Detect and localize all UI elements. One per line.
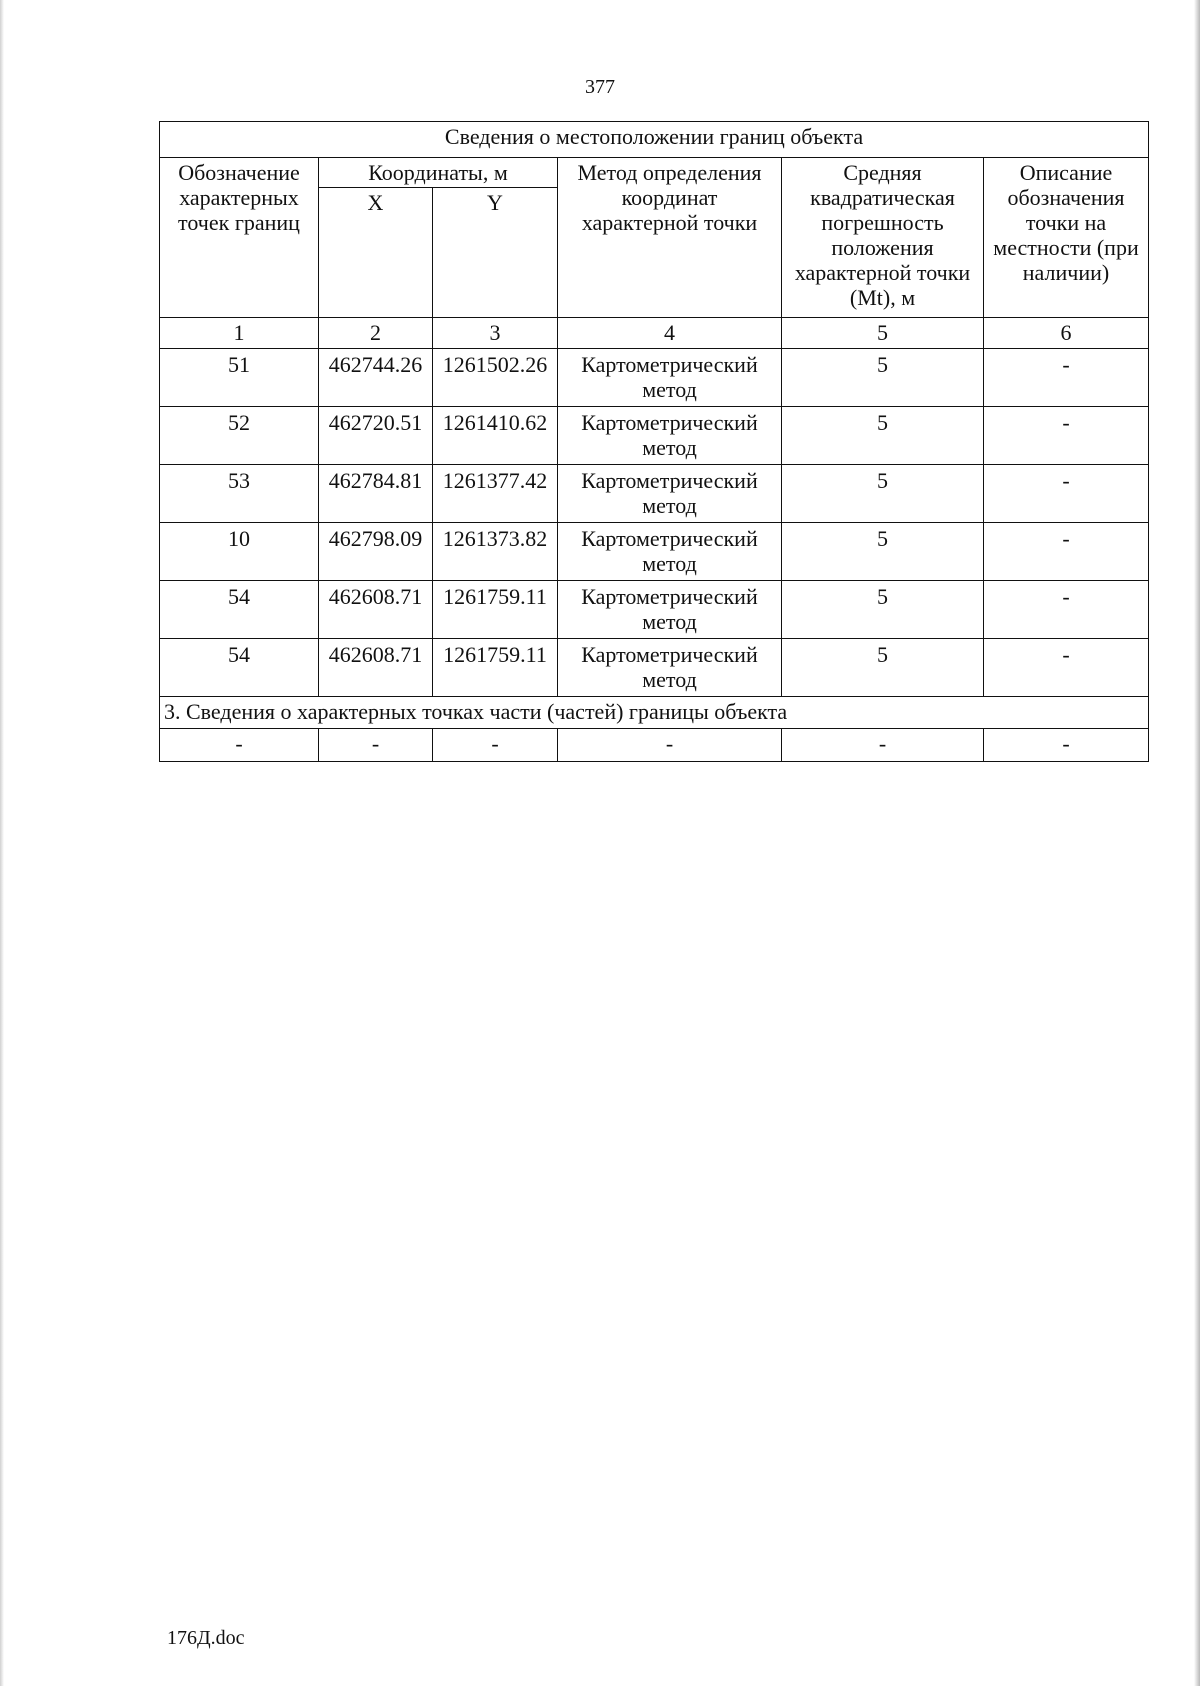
column-number: 1 — [160, 318, 319, 349]
page-number: 377 — [585, 76, 615, 98]
point-cell: 51 — [160, 349, 319, 407]
column-number: 4 — [558, 318, 782, 349]
x-cell: 462608.71 — [319, 581, 433, 639]
boundary-table — [159, 121, 1149, 762]
empty-cell: - — [160, 729, 319, 762]
column-number: 2 — [319, 318, 433, 349]
column-number: 5 — [782, 318, 984, 349]
x-cell: 462798.09 — [319, 523, 433, 581]
method-cell: Картометрический метод — [558, 639, 782, 697]
method-cell: Картометрический метод — [558, 465, 782, 523]
header-description: Описание обозначения точки на местности (при наличии) — [984, 158, 1149, 318]
header-coordinates: Координаты, м — [319, 158, 558, 188]
x-cell: 462784.81 — [319, 465, 433, 523]
description-cell: - — [984, 581, 1149, 639]
footer-filename: 176Д.doc — [167, 1627, 245, 1649]
method-cell: Картометрический метод — [558, 523, 782, 581]
header-y: Y — [433, 188, 558, 318]
table-row — [160, 465, 1149, 523]
error-cell: 5 — [782, 465, 984, 523]
table-row — [160, 581, 1149, 639]
empty-cell: - — [319, 729, 433, 762]
description-cell: - — [984, 349, 1149, 407]
point-cell: 53 — [160, 465, 319, 523]
error-cell: 5 — [782, 639, 984, 697]
table-row — [160, 407, 1149, 465]
table-title: Сведения о местоположении границ объекта — [160, 122, 1149, 158]
empty-cell: - — [433, 729, 558, 762]
y-cell: 1261410.62 — [433, 407, 558, 465]
y-cell: 1261377.42 — [433, 465, 558, 523]
empty-cell: - — [558, 729, 782, 762]
x-cell: 462744.26 — [319, 349, 433, 407]
error-cell: 5 — [782, 407, 984, 465]
header-x: X — [319, 188, 433, 318]
scan-edge-left — [0, 0, 4, 1686]
y-cell: 1261759.11 — [433, 639, 558, 697]
column-number: 6 — [984, 318, 1149, 349]
method-cell: Картометрический метод — [558, 349, 782, 407]
method-cell: Картометрический метод — [558, 407, 782, 465]
y-cell: 1261759.11 — [433, 581, 558, 639]
y-cell: 1261373.82 — [433, 523, 558, 581]
y-cell: 1261502.26 — [433, 349, 558, 407]
column-number: 3 — [433, 318, 558, 349]
error-cell: 5 — [782, 581, 984, 639]
point-cell: 54 — [160, 639, 319, 697]
section-3-title: 3. Сведения о характерных точках части (частей) границы объекта — [160, 697, 1149, 729]
description-cell: - — [984, 523, 1149, 581]
x-cell: 462720.51 — [319, 407, 433, 465]
table-row — [160, 523, 1149, 581]
point-cell: 10 — [160, 523, 319, 581]
empty-cell: - — [984, 729, 1149, 762]
description-cell: - — [984, 465, 1149, 523]
error-cell: 5 — [782, 523, 984, 581]
description-cell: - — [984, 407, 1149, 465]
scan-edge-right — [1194, 0, 1200, 1686]
table-row — [160, 729, 1149, 762]
x-cell: 462608.71 — [319, 639, 433, 697]
point-cell: 52 — [160, 407, 319, 465]
error-cell: 5 — [782, 349, 984, 407]
header-error: Средняя квадратическая погрешность положения характерной точки (Mt), м — [782, 158, 984, 318]
header-designation: Обозначение характерных точек границ — [160, 158, 319, 318]
table-row — [160, 349, 1149, 407]
empty-cell: - — [782, 729, 984, 762]
method-cell: Картометрический метод — [558, 581, 782, 639]
header-method: Метод определения координат характерной точки — [558, 158, 782, 318]
point-cell: 54 — [160, 581, 319, 639]
description-cell: - — [984, 639, 1149, 697]
table-row — [160, 639, 1149, 697]
